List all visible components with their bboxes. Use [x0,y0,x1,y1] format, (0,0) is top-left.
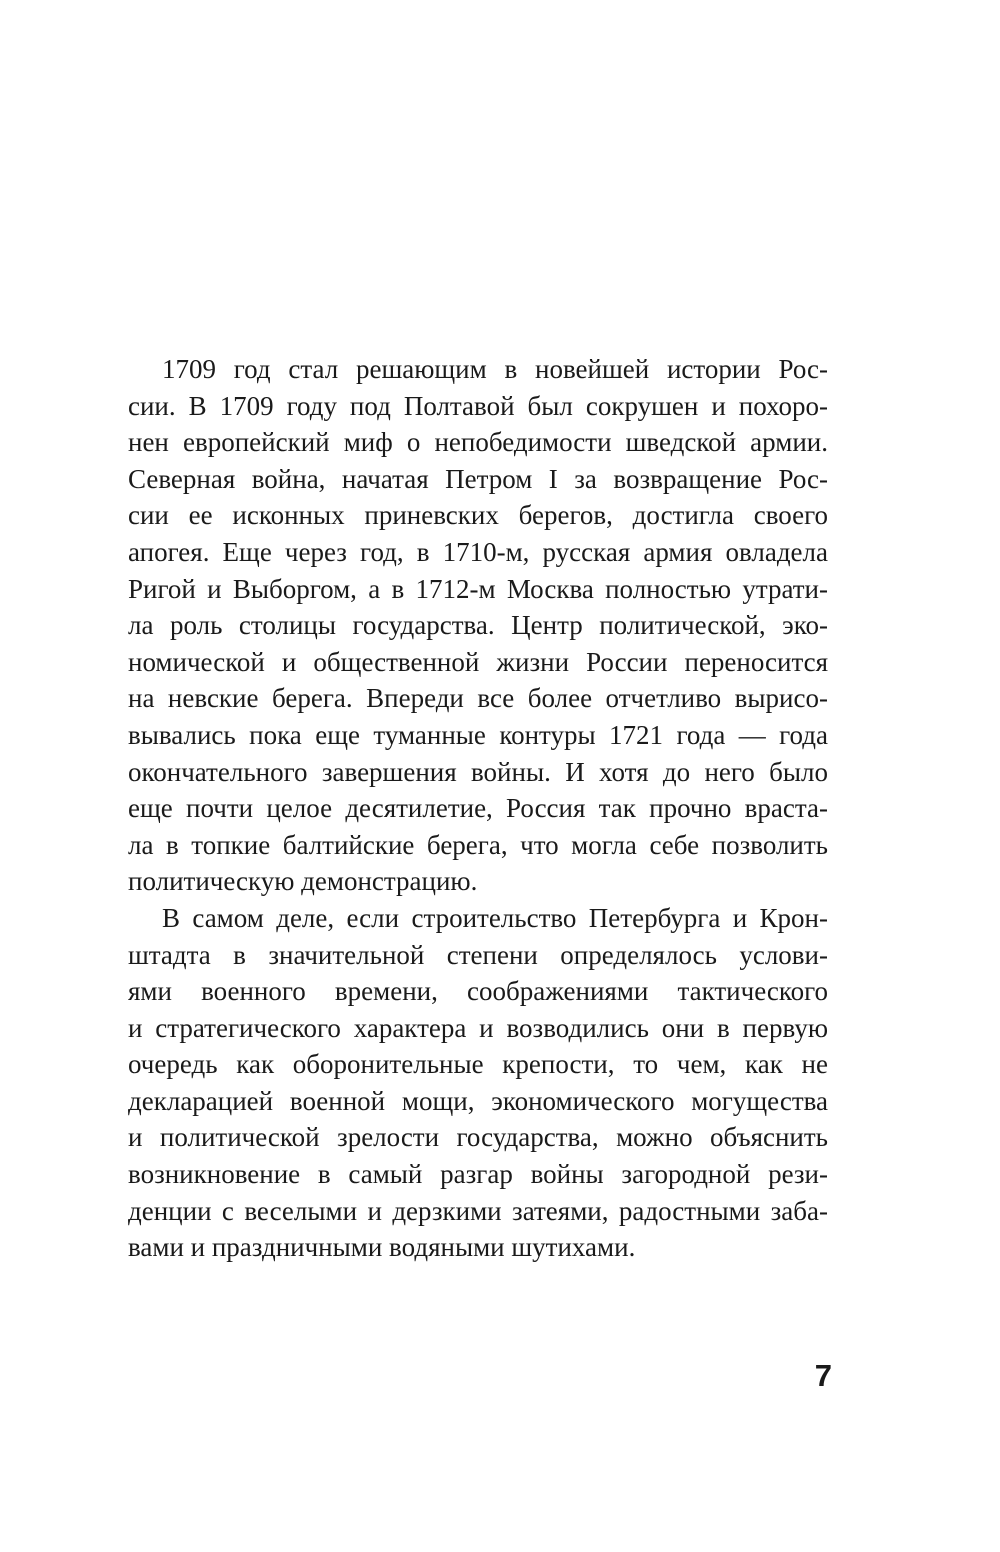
text-line: денции с веселыми и дерзкими затеями, радостными заба- [128,1195,828,1226]
text-line: вывались пока еще туманные контуры 1721 года — года [128,719,828,750]
text-line: штадта в значительной степени определялось услови- [128,939,828,970]
text-line: В самом деле, если строительство Петербурга и Крон- [162,902,828,933]
page-number: 7 [814,1358,832,1393]
text-line: сии. В 1709 году под Полтавой был сокрушен и похоро- [128,390,828,421]
body-text [128,351,828,1266]
text-line: и политической зрелости государства, можно объяснить [128,1122,828,1153]
text-line: возникновение в самый разгар войны загородной рези- [128,1159,828,1190]
text-line: декларацией военной мощи, экономического могущества [128,1085,828,1116]
text-line: Ригой и Выборгом, а в 1712-м Москва полностью утрати- [128,573,828,604]
text-line: и стратегического характера и возводились они в первую [128,1012,828,1043]
text-line: окончательного завершения войны. И хотя до него было [128,756,828,787]
text-line: ла роль столицы государства. Центр политической, эко- [128,610,828,641]
text-line: 1709 год стал решающим в новейшей истории Рос- [162,354,828,384]
text-line: на невские берега. Впереди все более отчетливо вырисо- [128,683,828,714]
paragraph-1 [128,351,828,900]
text-line: очередь как оборонительные крепости, то чем, как не [128,1049,828,1080]
text-line: еще почти целое десятилетие, Россия так прочно враста- [128,793,828,824]
text-line: апогея. Еще через год, в 1710-м, русская армия овладела [128,536,828,567]
paragraph-2 [128,900,828,1266]
text-line: сии ее исконных приневских берегов, достигла своего [128,500,828,531]
text-line: нен европейский миф о непобедимости шведской армии. [128,427,828,458]
text-line: политическую демонстрацию. [128,866,478,897]
text-line: ла в топкие балтийские берега, что могла себе позволить [128,829,828,860]
text-line: номической и общественной жизни России переносится [128,646,828,677]
text-line: вами и праздничными водяными шутихами. [128,1232,636,1263]
text-line: Северная война, начатая Петром I за возвращение Рос- [128,463,828,494]
text-line: ями военного времени, соображениями тактического [128,976,828,1007]
